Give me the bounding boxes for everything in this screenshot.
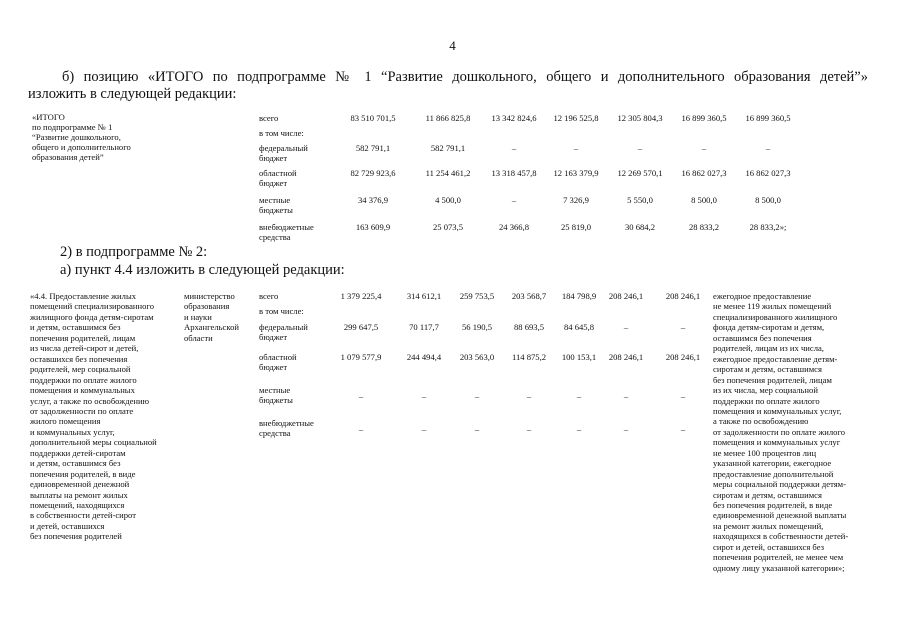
table2-result-line: не менее 100 процентов лиц: [713, 447, 817, 458]
table2-cell: –: [680, 322, 686, 332]
table2-description-line: дополнительной меры социальной: [30, 437, 157, 448]
table2-cell: 1 079 577,9: [340, 352, 382, 362]
table2-description-line: жилого помещения: [30, 416, 101, 427]
table1-cell: 16 862 027,3: [681, 168, 727, 178]
table2-description-line: в собственности детей-сирот: [30, 510, 136, 521]
table1-cell: 11 866 825,8: [425, 113, 471, 123]
table2-result-line: не менее 119 жилых помещений: [713, 301, 832, 312]
table2-description-line: попечения родителей, лицам: [30, 332, 136, 343]
table2-result-line: без попечения родителей, в виде: [713, 500, 833, 510]
table2-description-line: «4.4. Предоставление жилых: [30, 291, 137, 301]
table2-description-line: оставшихся без попечения: [30, 353, 128, 364]
table2-description-line: попечения родителей, в виде: [30, 468, 136, 479]
table2-result-line: единовременной денежной выплаты: [713, 510, 847, 521]
table2-cell: 84 645,8: [563, 322, 595, 332]
intro-line-1: б) позицию «ИТОГО по подпрограмме № 1 “Развитие дошкольного, общего и дополнительного образования детей”»: [62, 69, 868, 85]
table2-description-line: и детям, оставшимся без: [30, 458, 121, 469]
table1-cell: –: [765, 143, 771, 153]
table1-cell: 28 833,2: [688, 222, 720, 232]
table2-executor-line: Архангельской: [184, 322, 239, 333]
table2-description-line: и коммунальных услуг,: [30, 426, 115, 437]
table2-result-line: предоставление дополнительной: [713, 468, 834, 479]
table2-description-line: и детей, оставшихся: [30, 520, 105, 531]
table1-cell: –: [701, 143, 707, 153]
table2-description-line: помещений специализированного: [30, 301, 155, 312]
table1-cell: 34 376,9: [357, 195, 389, 205]
table2-cell: 88 693,5: [513, 322, 545, 332]
table2-cell: –: [680, 391, 686, 401]
table2-cell: 244 494,4: [406, 352, 442, 362]
table2-cell: 208 246,1: [665, 291, 701, 301]
table2-result-line: попечения родителей, не менее чем: [713, 552, 844, 563]
table2-result-line: специализированного жилищного: [713, 311, 838, 322]
intro-line-2: изложить в следующей редакции:: [28, 86, 237, 102]
table2-result-line: ежегодное предоставление: [713, 291, 812, 301]
table2-description-line: поддержки по оплате жилого: [30, 374, 137, 385]
table2-cell: 56 190,5: [461, 322, 493, 332]
table2-description-line: услуг, а также по освобождению: [30, 395, 150, 406]
table1-cell: –: [573, 143, 579, 153]
table2-executor-line: области: [184, 332, 213, 343]
table2-cell: –: [623, 322, 629, 332]
table2-row-label: всего: [259, 291, 279, 301]
table1-cell: 13 342 824,6: [491, 113, 537, 123]
table2-row-label: внебюджетные: [259, 418, 314, 428]
table1-cell: 25 819,0: [560, 222, 592, 232]
table2-row-label: местные: [259, 385, 291, 395]
table1-cell: 8 500,0: [755, 195, 781, 205]
table2-description-line: без попечения родителей: [30, 531, 122, 542]
table2-description-line: от задолженности по оплате: [30, 405, 134, 416]
table1-cell: 582 791,1: [430, 143, 466, 153]
table2-cell: 208 246,1: [608, 291, 644, 301]
table1-row-label: областной: [259, 168, 297, 178]
table2-cell: –: [680, 424, 686, 434]
table2-description-line: единовременной денежной: [30, 479, 130, 490]
table1-cell: 12 196 525,8: [553, 113, 599, 123]
table2-result-line: меры социальной поддержки детям-: [713, 479, 846, 490]
table2-result-line: сирот и детей, оставшихся без: [713, 541, 825, 552]
table1-row-label: бюджет: [259, 153, 288, 163]
table2-cell: 70 117,7: [409, 322, 439, 332]
table2-description-line: жилищного фонда детям-сиротам: [30, 311, 154, 322]
table1-cell: 28 833,2»;: [749, 222, 787, 232]
table1-cell: –: [511, 195, 517, 205]
page-number: 4: [449, 38, 456, 53]
table1-title-line: по подпрограмме № 1: [32, 122, 113, 132]
table2-result-line: находящихся в собственности детей-: [713, 531, 849, 542]
table1-cell: 24 366,8: [498, 222, 530, 232]
table1-row-label: средства: [259, 232, 291, 242]
table1-cell: 25 073,5: [432, 222, 464, 232]
table1-row-label: бюджеты: [259, 205, 293, 215]
heading-subprogram-2: 2) в подпрограмме № 2:: [60, 244, 208, 260]
table2-cell: 203 563,0: [459, 352, 495, 362]
table2-cell: 100 153,1: [561, 352, 597, 362]
table2-result-line: родителей, лицам из их числа,: [713, 343, 824, 354]
table2-result-line: ежегодное предоставление детям-: [713, 353, 838, 364]
table1-cell: 11 254 461,2: [425, 168, 471, 178]
table2-result-line: помещения и коммунальных услуг: [713, 437, 841, 448]
table2-description-line: и детям, оставшимся без: [30, 322, 121, 333]
table1-cell: 8 500,0: [691, 195, 717, 205]
table1-title-line: «ИТОГО: [32, 112, 65, 122]
table2-cell: –: [623, 424, 629, 434]
intro-paragraph: [28, 69, 868, 103]
table2-cell: –: [526, 424, 532, 434]
table2-result-line: фонда детям-сиротам и детям,: [713, 322, 825, 333]
table2-cell: –: [358, 424, 364, 434]
table1-cell: 5 550,0: [627, 195, 653, 205]
table1-cell: –: [511, 143, 517, 153]
table2-row-label: бюджет: [259, 332, 288, 342]
table1-title-line: общего и дополнительного: [32, 142, 131, 152]
table1-row-label: местные: [259, 195, 291, 205]
table2-result-line: на ремонт жилых помещений,: [713, 520, 824, 531]
table2-cell: 184 798,9: [561, 291, 597, 301]
table1-cell: 82 729 923,6: [350, 168, 396, 178]
table2-cell: 208 246,1: [608, 352, 644, 362]
table2-description-line: родителей, мер социальной: [30, 364, 131, 375]
table1-row-label: внебюджетные: [259, 222, 314, 232]
table1-cell: 7 326,9: [563, 195, 589, 205]
table2-cell: 114 875,2: [511, 352, 547, 362]
table2-result-line: сиротам и детям, оставшимся: [713, 489, 822, 500]
table2-description-line: поддержки детей-сиротам: [30, 447, 126, 458]
table2-cell: 314 612,1: [406, 291, 442, 301]
table1-row-label: всего: [259, 113, 279, 123]
table2-cell: 208 246,1: [665, 352, 701, 362]
table2-result-line: помещения и коммунальных услуг,: [713, 405, 842, 416]
table2-cell: 259 753,5: [459, 291, 495, 301]
table1-cell: 30 684,2: [624, 222, 656, 232]
table2-cell: 203 568,7: [511, 291, 547, 301]
table2-cell: –: [623, 391, 629, 401]
table1-cell: 83 510 701,5: [350, 113, 396, 123]
table1-cell: 13 318 457,8: [491, 168, 537, 178]
table1-title-line: образования детей”: [32, 152, 104, 162]
table2-result-line: из их числа, мер социальной: [713, 385, 818, 396]
table1-cell: 12 269 570,1: [617, 168, 663, 178]
table2-description-line: выплаты на ремонт жилых: [30, 489, 128, 500]
table2-result-line: указанной категории, ежегодное: [713, 458, 832, 469]
table2-result-line: а также по освобождению: [713, 416, 809, 427]
table1-cell: 12 163 379,9: [553, 168, 599, 178]
table1-cell: 4 500,0: [435, 195, 461, 205]
table2-result-line: одному лицу указанной категории»;: [713, 562, 845, 573]
table2-result-line: от задолженности по оплате жилого: [713, 426, 846, 437]
table2-description-line: помещений, находящихся: [30, 500, 125, 510]
table2-description-line: помещения и коммунальных: [30, 385, 135, 396]
table2-cell: 1 379 225,4: [340, 291, 382, 301]
table2-row-label: областной: [259, 352, 297, 362]
table2-row-label: федеральный: [259, 322, 308, 332]
table2-cell: –: [358, 391, 364, 401]
table2-result-line: без попечения родителей, лицам: [713, 374, 832, 385]
table2-cell: –: [421, 391, 427, 401]
table2-row-label: бюджет: [259, 362, 288, 372]
table2-cell: –: [421, 424, 427, 434]
table2-description-line: из числа детей-сирот и детей,: [30, 343, 139, 354]
table1-row-label: бюджет: [259, 178, 288, 188]
table2-executor-line: образования: [184, 301, 230, 312]
table2-cell: –: [474, 391, 480, 401]
table1-cell: 163 609,9: [355, 222, 391, 232]
table1-cell: 582 791,1: [355, 143, 391, 153]
table1-row-label: в том числе:: [259, 128, 304, 138]
heading-item-4-4: а) пункт 4.4 изложить в следующей редакции:: [60, 262, 345, 278]
table2-executor-line: и науки: [184, 311, 212, 322]
table2-row-label: бюджеты: [259, 395, 293, 405]
table1-cell: –: [637, 143, 643, 153]
table2-executor-line: министерство: [184, 291, 235, 301]
table2-cell: –: [474, 424, 480, 434]
table1-cell: 16 899 360,5: [745, 113, 791, 123]
table2-result-line: поддержки по оплате жилого: [713, 395, 820, 406]
table2-result-line: оставшимся без попечения: [713, 332, 812, 343]
table2-cell: –: [576, 424, 582, 434]
table1-cell: 12 305 804,3: [617, 113, 663, 123]
table1-title-line: “Развитие дошкольного,: [32, 132, 121, 142]
table2-cell: –: [526, 391, 532, 401]
table2-row-label: в том числе:: [259, 306, 304, 316]
table1-cell: 16 899 360,5: [681, 113, 727, 123]
table1-row-label: федеральный: [259, 143, 308, 153]
table2-result-line: сиротам и детям, оставшимся: [713, 364, 822, 375]
table1-cell: 16 862 027,3: [745, 168, 791, 178]
table2-row-label: средства: [259, 428, 291, 438]
table2-cell: 299 647,5: [343, 322, 379, 332]
table2-cell: –: [576, 391, 582, 401]
